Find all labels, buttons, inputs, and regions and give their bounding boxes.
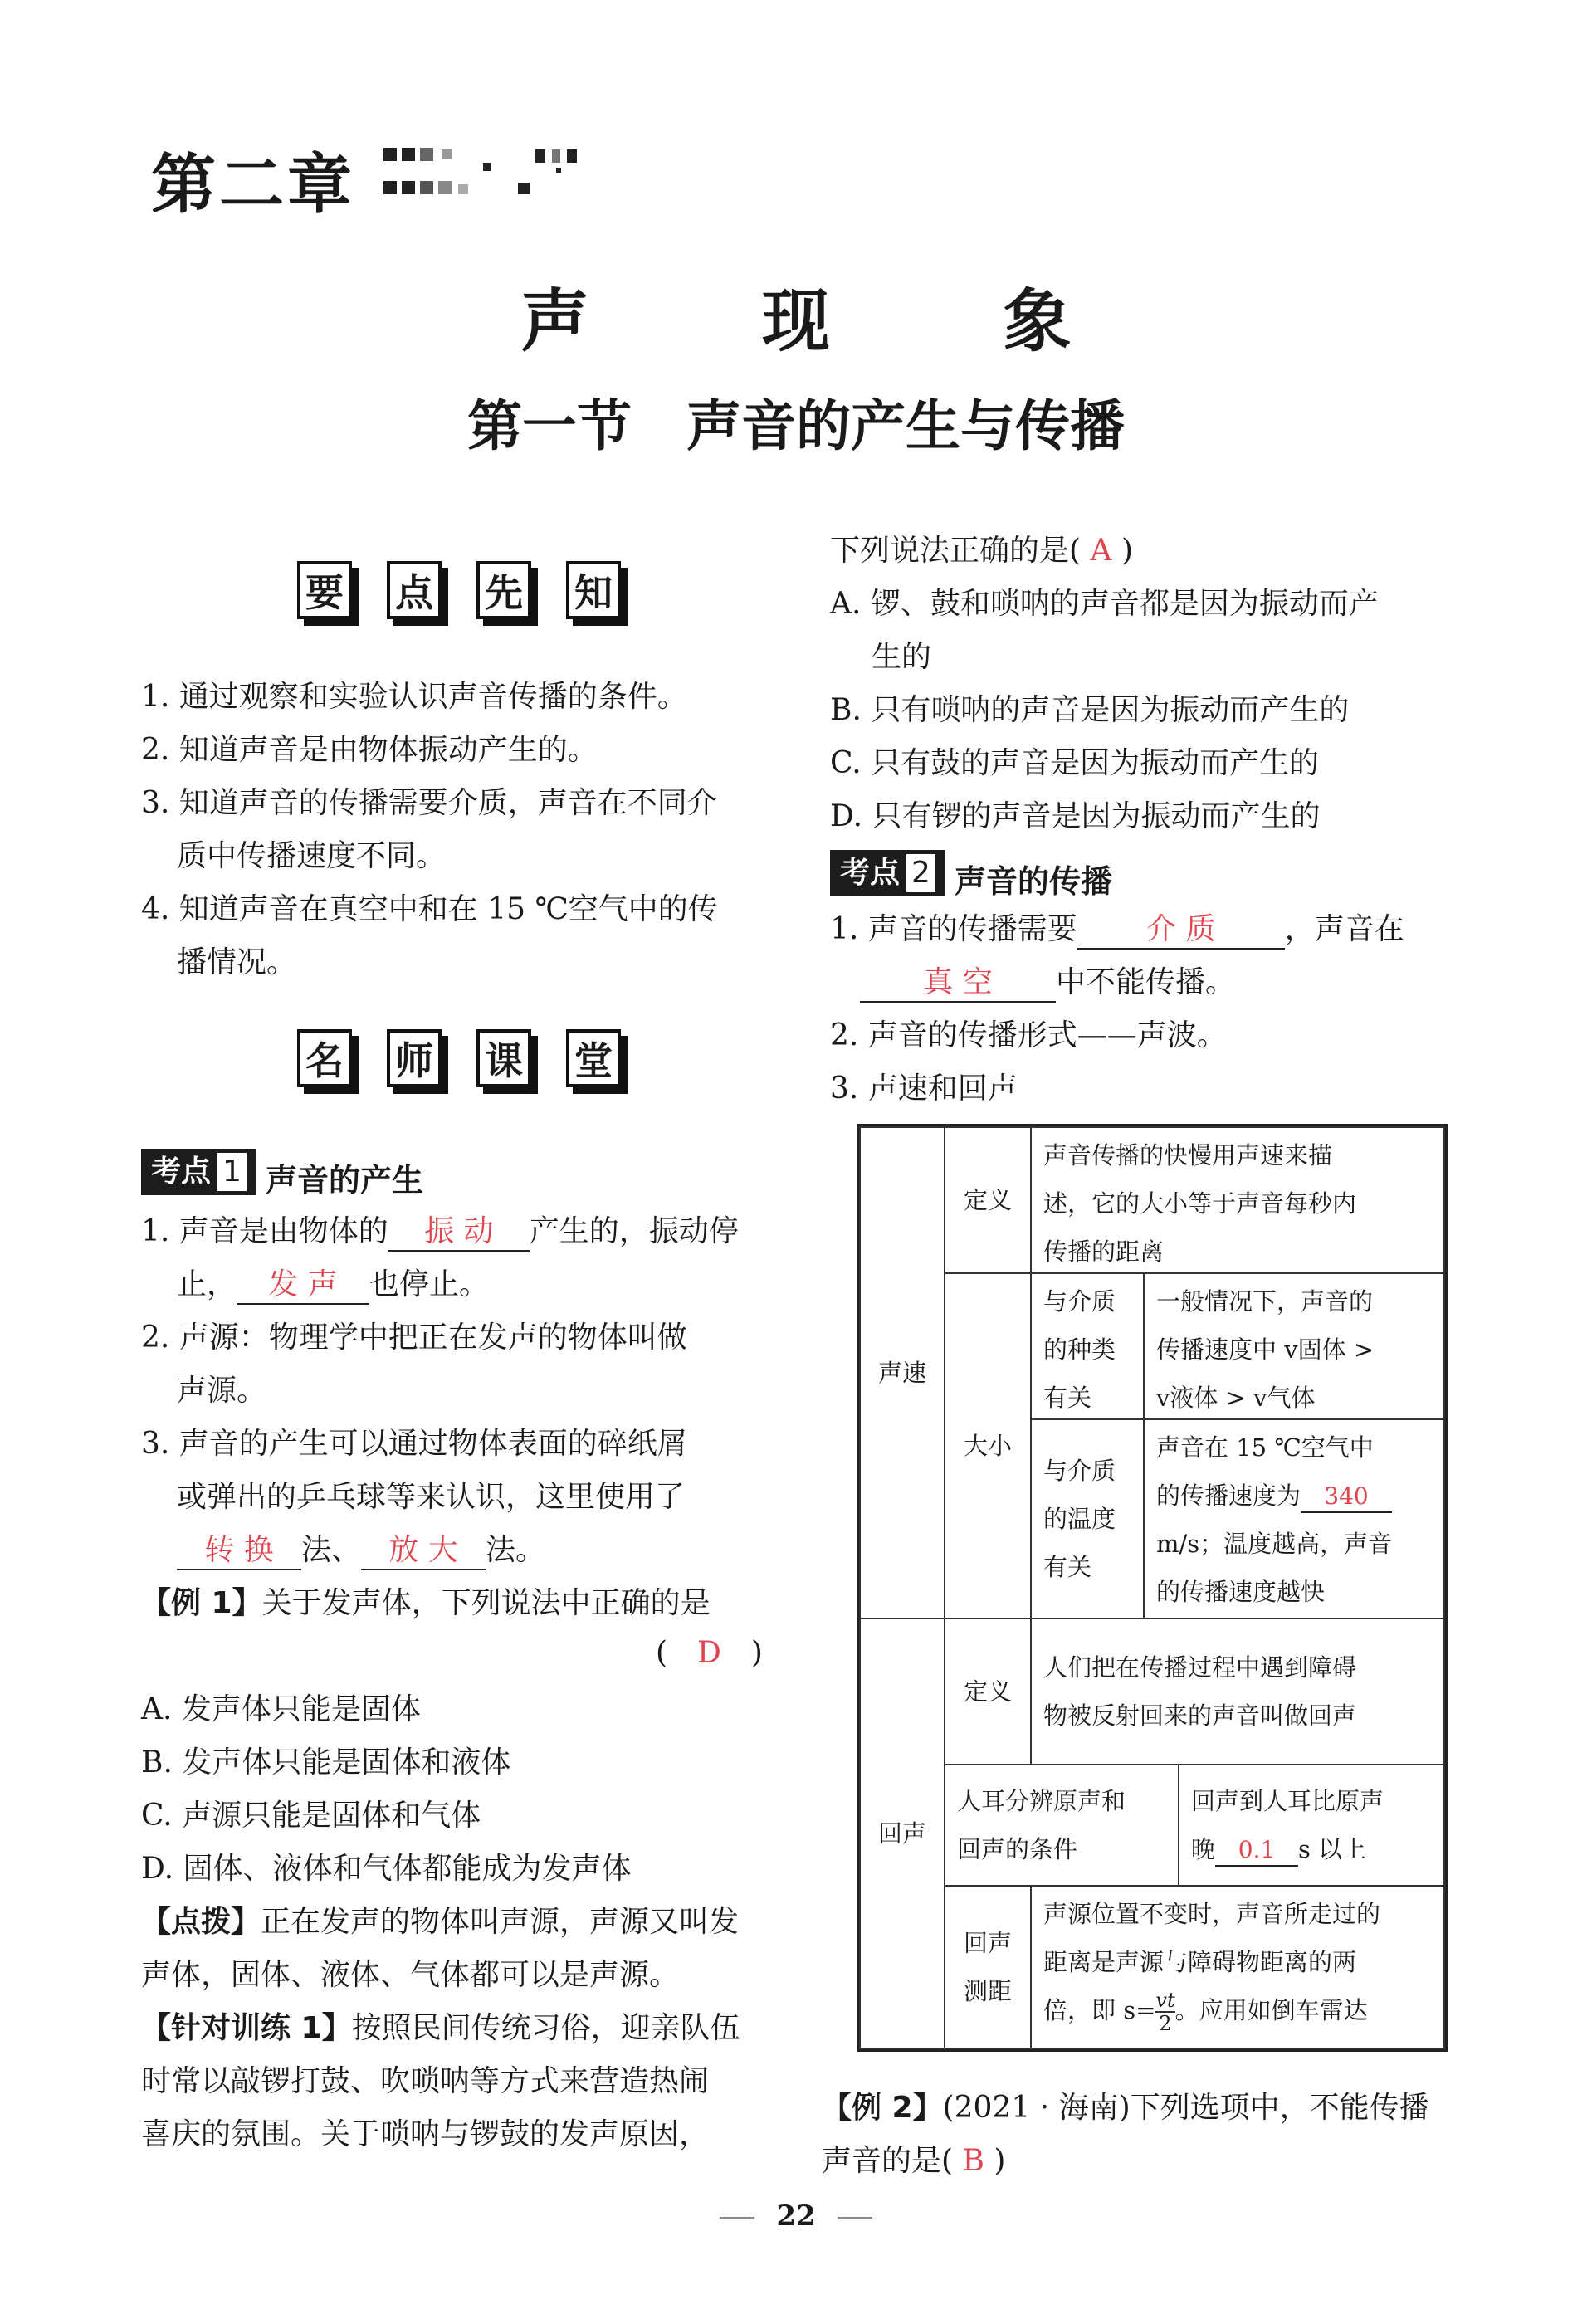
training-option: B. 只有唢呐的声音是因为振动而产生的 bbox=[830, 693, 1350, 727]
answer-blank: 放 大 bbox=[361, 1532, 486, 1570]
heading-char: 要 bbox=[297, 561, 352, 619]
example-1-question: 【例 1】关于发声体，下列说法中正确的是 bbox=[141, 1586, 711, 1620]
training-option: C. 只有鼓的声音是因为振动而产生的 bbox=[830, 746, 1320, 780]
kp1-line-6: 或弹出的乒乓球等来认识，这里使用了 bbox=[177, 1480, 686, 1514]
example-1-option: D. 固体、液体和气体都能成为发声体 bbox=[141, 1852, 632, 1886]
exam-point-tag: 考点 2 bbox=[830, 850, 945, 896]
key-point-item: 1. 通过观察和实验认识声音传播的条件。 bbox=[141, 680, 687, 714]
heading-char: 名 bbox=[297, 1029, 352, 1087]
key-point-item: 3. 知道声音的传播需要介质，声音在不同介 bbox=[141, 786, 717, 820]
heading-char: 课 bbox=[476, 1029, 531, 1087]
echo-ranging-label: 回声 测距 bbox=[944, 1885, 1032, 2049]
exam-point-2-header bbox=[830, 850, 1112, 901]
exam-point-title: 声音的产生 bbox=[266, 1162, 424, 1199]
echo-ranging-text: 声源位置不变时，声音所走过的 距离是声源与障碍物距离的两 倍，即 s= $\frac{vt}{2}$ 。应用如倒车雷达 bbox=[1030, 1885, 1445, 2049]
kp1-line-5: 3. 声音的产生可以通过物体表面的碎纸屑 bbox=[141, 1427, 687, 1461]
training-line-2: 时常以敲锣打鼓、吹唢呐等方式来营造热闹 bbox=[141, 2064, 710, 2098]
example-1-option: A. 发声体只能是固体 bbox=[141, 1692, 421, 1726]
chapter-title: 声 现 象 bbox=[520, 281, 1146, 361]
example-2-question: 【例 2】(2021 · 海南)下列选项中，不能传播 bbox=[822, 2091, 1429, 2125]
medium-temp-text: 声音在 15 ℃空气中 的传播速度为 340 m/s；温度越高，声音 的传播速度越快 bbox=[1143, 1418, 1445, 1619]
exam-point-title: 声音的传播 bbox=[955, 863, 1113, 900]
exam-point-1-header bbox=[141, 1149, 423, 1200]
key-point-item: 质中传播速度不同。 bbox=[177, 839, 447, 873]
medium-kind-label: 与介质 的种类 有关 bbox=[1030, 1272, 1145, 1420]
kp2-line-4: 3. 声速和回声 bbox=[830, 1072, 1018, 1106]
answer-blank: 发 声 bbox=[237, 1267, 369, 1305]
definition-label: 定义 bbox=[944, 1126, 1032, 1274]
kp1-line-1: 1. 声音是由物体的 振 动 产生的，振动停 bbox=[141, 1205, 739, 1258]
training-line-3: 喜庆的氛围。关于唢呐与锣鼓的发声原因， bbox=[141, 2117, 710, 2151]
size-label: 大小 bbox=[944, 1272, 1032, 1619]
echo-condition-label: 人耳分辨原声和 回声的条件 bbox=[944, 1764, 1179, 1887]
heading-char: 先 bbox=[476, 561, 531, 619]
row-header-speed: 声速 bbox=[859, 1126, 945, 1619]
medium-kind-text: 一般情况下，声音的 传播速度中 v固体 > v液体 > v气体 bbox=[1143, 1272, 1445, 1420]
key-point-item: 4. 知道声音在真空中和在 15 ℃空气中的传 bbox=[141, 892, 718, 926]
echo-definition: 人们把在传播过程中遇到障碍 物被反射回来的声音叫做回声 bbox=[1030, 1618, 1445, 1765]
hint-line-1: 【点拨】正在发声的物体叫声源，声源又叫发 bbox=[141, 1905, 740, 1939]
key-points-heading bbox=[297, 561, 621, 619]
key-point-item: 2. 知道声音是由物体振动产生的。 bbox=[141, 733, 598, 767]
lecture-heading bbox=[297, 1029, 621, 1087]
row-header-echo: 回声 bbox=[859, 1618, 945, 2049]
answer-blank: 340 bbox=[1301, 1482, 1392, 1513]
key-point-item: 播情况。 bbox=[177, 945, 297, 979]
example-1-answer: ( D ) bbox=[656, 1636, 763, 1670]
sound-speed-echo-table bbox=[857, 1124, 1448, 2052]
fraction: $\frac{vt}{2}$ bbox=[1155, 1989, 1175, 2035]
example-1-option: C. 声源只能是固体和气体 bbox=[141, 1799, 481, 1833]
chapter-label: 第二章 bbox=[151, 148, 356, 222]
example-2-answer-line: 声音的是( B ) bbox=[822, 2144, 1006, 2178]
heading-char: 知 bbox=[566, 561, 621, 619]
answer-blank: 介 质 bbox=[1077, 911, 1285, 950]
page-number: 22 bbox=[0, 2200, 1592, 2233]
training-line-1: 【针对训练 1】按照民间传统习俗，迎亲队伍 bbox=[141, 2011, 740, 2045]
kp1-line-7: 转 换 法、 放 大 法。 bbox=[177, 1524, 545, 1577]
speed-definition: 声音传播的快慢用声速来描 述，它的大小等于声音每秒内 传播的距离 bbox=[1030, 1126, 1445, 1274]
answer-blank: 真 空 bbox=[860, 964, 1056, 1003]
answer-blank: 振 动 bbox=[388, 1213, 530, 1252]
example-1-option: B. 发声体只能是固体和液体 bbox=[141, 1745, 511, 1780]
heading-char: 堂 bbox=[566, 1029, 621, 1087]
training-option: A. 锣、鼓和唢呐的声音都是因为振动而产 bbox=[830, 587, 1379, 621]
echo-condition-text: 回声到人耳比原声 晚 0.1 s 以上 bbox=[1178, 1764, 1445, 1887]
heading-char: 师 bbox=[387, 1029, 442, 1087]
kp2-line-1: 1. 声音的传播需要 介 质 ，声音在 bbox=[830, 903, 1404, 956]
kp2-line-3: 2. 声音的传播形式——声波。 bbox=[830, 1018, 1227, 1052]
hint-line-2: 声体，固体、液体、气体都可以是声源。 bbox=[141, 1958, 680, 1992]
answer-blank: 转 换 bbox=[177, 1532, 301, 1570]
training-option: 生的 bbox=[872, 640, 932, 674]
kp1-line-3: 2. 声源：物理学中把正在发声的物体叫做 bbox=[141, 1321, 687, 1355]
heading-char: 点 bbox=[387, 561, 442, 619]
kp1-line-2: 止， 发 声 也停止。 bbox=[177, 1258, 489, 1311]
training-option: D. 只有锣的声音是因为振动而产生的 bbox=[830, 799, 1321, 833]
kp1-line-4: 声源。 bbox=[177, 1374, 267, 1408]
kp2-line-2: 真 空 中不能传播。 bbox=[860, 956, 1235, 1009]
definition-label: 定义 bbox=[944, 1618, 1032, 1765]
answer-blank: 0.1 bbox=[1215, 1835, 1298, 1867]
exam-point-tag: 考点 1 bbox=[141, 1149, 256, 1195]
medium-temp-label: 与介质 的温度 有关 bbox=[1030, 1418, 1145, 1619]
training-question: 下列说法正确的是( A ) bbox=[830, 534, 1133, 568]
section-title: 第一节 声音的产生与传播 bbox=[467, 393, 1125, 458]
